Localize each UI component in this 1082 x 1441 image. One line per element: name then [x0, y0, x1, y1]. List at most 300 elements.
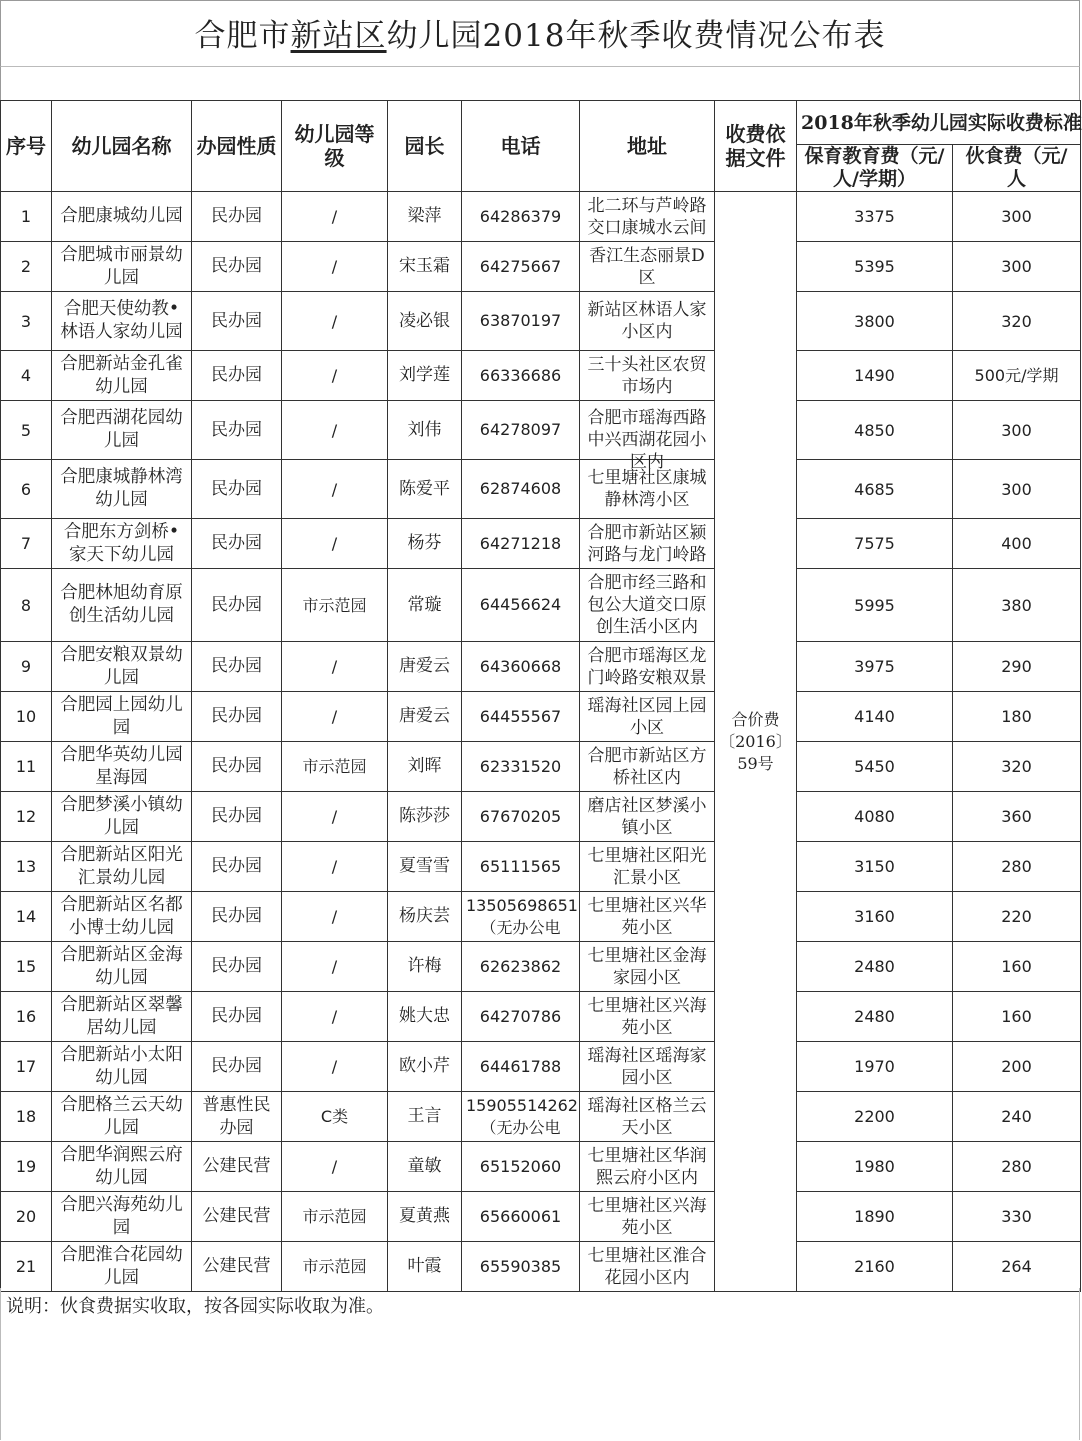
- cell-phone: [462, 519, 580, 569]
- table-row: [1, 401, 1081, 460]
- cell-grade: [282, 292, 388, 351]
- title-suffix: 幼儿园2018年秋季收费情况公布表: [386, 18, 886, 54]
- cell-name-text: 合肥天使幼教•林语人家幼儿园: [60, 299, 183, 342]
- cell-grade-text: /: [331, 907, 338, 926]
- cell-seq: [1, 351, 52, 401]
- cell-name-text: 合肥康城静林湾幼儿园: [60, 467, 183, 510]
- cell-address-text: 七里塘社区淮合花园小区内: [587, 1245, 707, 1288]
- cell-edu-fee: 2200: [797, 1092, 953, 1142]
- cell-director-text: 叶霞: [407, 1256, 442, 1276]
- cell-meal-fee: 160: [953, 992, 1081, 1042]
- cell-name-text: 合肥新站区翠馨居幼儿园: [60, 994, 183, 1038]
- footnote: 说明：伙食费据实收取，按各园实际收取为准。: [6, 1296, 384, 1317]
- cell-phone: [462, 242, 580, 292]
- cell-name-text: 合肥新站区阳光汇景幼儿园: [60, 844, 183, 888]
- cell-phone: [462, 642, 580, 692]
- cell-phone: [462, 1192, 580, 1242]
- cell-address: [580, 792, 715, 842]
- cell-address: [580, 351, 715, 401]
- header-phone: 电话: [462, 101, 580, 192]
- cell-grade: [282, 192, 388, 242]
- cell-grade-text: /: [331, 807, 338, 826]
- cell-nature: [192, 460, 282, 519]
- cell-nature-text: 民办园: [211, 594, 262, 615]
- cell-grade-text: /: [331, 479, 338, 499]
- cell-director: [388, 1092, 462, 1142]
- cell-grade-text: /: [331, 311, 338, 331]
- cell-seq: [1, 742, 52, 792]
- cell-nature: [192, 192, 282, 242]
- cell-meal-fee: 280: [953, 1142, 1081, 1192]
- cell-edu-fee: 1890: [797, 1192, 953, 1242]
- cell-seq-text: 13: [15, 857, 37, 876]
- cell-meal-fee: 330: [953, 1192, 1081, 1242]
- cell-edu-fee: 4140: [797, 692, 953, 742]
- cell-director: [388, 692, 462, 742]
- cell-address: [580, 1092, 715, 1142]
- cell-meal-fee: 290: [953, 642, 1081, 692]
- cell-phone-text: 65660061: [479, 1206, 562, 1226]
- cell-director: [388, 192, 462, 242]
- cell-phone-text: 64275667: [479, 256, 562, 276]
- cell-phone: [462, 292, 580, 351]
- cell-address-text: 北二环与芦岭路交口康城水云间: [587, 195, 707, 238]
- cell-nature-text: 民办园: [211, 1056, 262, 1076]
- cell-phone: [462, 569, 580, 642]
- cell-grade: [282, 1042, 388, 1092]
- cell-name: [52, 1042, 192, 1092]
- table-body: [1, 192, 1081, 1292]
- cell-name-text: 合肥园上园幼儿园: [60, 694, 183, 738]
- cell-nature: [192, 1042, 282, 1092]
- cell-edu-fee: 5450: [797, 742, 953, 792]
- cell-director: [388, 1042, 462, 1092]
- cell-address: [580, 569, 715, 642]
- cell-address: [580, 242, 715, 292]
- cell-director-text: 刘伟: [407, 419, 442, 440]
- cell-grade: [282, 1092, 388, 1142]
- cell-meal-fee: 320: [953, 292, 1081, 351]
- cell-grade-text: 市示范园: [302, 1257, 367, 1276]
- cell-director-text: 陈莎莎: [399, 806, 450, 826]
- cell-name: [52, 1242, 192, 1292]
- cell-director-text: 欧小芹: [399, 1056, 450, 1076]
- cell-director: [388, 242, 462, 292]
- title-district: 新站区: [290, 18, 387, 54]
- cell-nature-text: 公建民营: [202, 1156, 271, 1176]
- cell-edu-fee: 5995: [797, 569, 953, 642]
- cell-nature: [192, 942, 282, 992]
- cell-address: [580, 192, 715, 242]
- cell-director: [388, 401, 462, 460]
- cell-seq: [1, 1192, 52, 1242]
- cell-address-text: 香江生态丽景D区: [589, 245, 705, 288]
- cell-grade: [282, 692, 388, 742]
- cell-seq: [1, 792, 52, 842]
- cell-address: [580, 460, 715, 519]
- cell-director-text: 唐爱云: [399, 706, 450, 726]
- cell-phone-text: 62874608: [479, 479, 562, 498]
- cell-nature: [192, 242, 282, 292]
- cell-nature-text: 公建民营: [202, 1256, 271, 1276]
- cell-nature: [192, 569, 282, 642]
- cell-director: [388, 842, 462, 892]
- header-edu-fee: 保育教育费（元/人/学期）: [797, 145, 953, 192]
- cell-grade: [282, 992, 388, 1042]
- cell-meal-fee: 264: [953, 1242, 1081, 1292]
- cell-grade: [282, 401, 388, 460]
- cell-meal-fee: 160: [953, 942, 1081, 992]
- cell-name: [52, 992, 192, 1042]
- cell-edu-fee: 4080: [797, 792, 953, 842]
- cell-seq: [1, 692, 52, 742]
- cell-seq: [1, 842, 52, 892]
- cell-name-text: 合肥华润熙云府幼儿园: [60, 1144, 183, 1188]
- cell-phone: [462, 1092, 580, 1142]
- cell-phone-text: 64360668: [479, 656, 562, 676]
- cell-seq-text: 8: [20, 595, 32, 615]
- cell-address-text: 新站区林语人家小区内: [587, 300, 707, 342]
- cell-director-text: 凌必银: [399, 310, 450, 331]
- cell-name-text: 合肥新站金孔雀幼儿园: [60, 353, 183, 397]
- cell-seq: [1, 292, 52, 351]
- cell-seq: [1, 569, 52, 642]
- cell-name: [52, 692, 192, 742]
- blank-row: [0, 66, 1080, 101]
- cell-address-text: 七里塘社区阳光汇景小区: [587, 845, 707, 888]
- cell-name-text: 合肥康城幼儿园: [60, 206, 183, 226]
- cell-grade: [282, 351, 388, 401]
- cell-nature-text: 民办园: [211, 856, 262, 876]
- cell-seq: [1, 992, 52, 1042]
- cell-grade: [282, 242, 388, 292]
- cell-name-text: 合肥兴海苑幼儿园: [60, 1194, 183, 1238]
- cell-director-text: 夏黄燕: [399, 1206, 450, 1226]
- cell-grade-text: /: [331, 657, 338, 676]
- table-row: [1, 1242, 1081, 1292]
- cell-phone-text: 65590385: [479, 1256, 562, 1276]
- cell-phone-text: 64271218: [479, 533, 562, 553]
- cell-grade-text: /: [331, 257, 338, 276]
- cell-grade-text: /: [331, 1157, 338, 1176]
- cell-meal-fee: 220: [953, 892, 1081, 942]
- cell-nature: [192, 519, 282, 569]
- table-row: [1, 192, 1081, 242]
- header-doc: 收费依据文件: [715, 101, 797, 192]
- cell-seq-text: 11: [15, 757, 37, 776]
- cell-edu-fee: 3150: [797, 842, 953, 892]
- cell-director: [388, 742, 462, 792]
- cell-director: [388, 351, 462, 401]
- cell-grade-text: /: [331, 534, 338, 553]
- cell-nature: [192, 992, 282, 1042]
- cell-grade: [282, 642, 388, 692]
- cell-grade: [282, 842, 388, 892]
- cell-nature-text: 民办园: [211, 806, 262, 826]
- cell-nature: [192, 401, 282, 460]
- table-row: [1, 351, 1081, 401]
- cell-address: [580, 642, 715, 692]
- cell-seq-text: 19: [15, 1157, 37, 1176]
- cell-seq-text: 20: [15, 1207, 37, 1226]
- cell-director: [388, 460, 462, 519]
- cell-director: [388, 942, 462, 992]
- cell-phone-text: 13505698651（无办公电: [466, 895, 578, 937]
- cell-address-text: 合肥市新站区方桥社区内: [587, 745, 707, 788]
- cell-seq: [1, 192, 52, 242]
- table-row: [1, 842, 1081, 892]
- cell-edu-fee: 3375: [797, 192, 953, 242]
- cell-phone: [462, 401, 580, 460]
- cell-meal-fee: 320: [953, 742, 1081, 792]
- cell-nature-text: 民办园: [211, 310, 262, 331]
- cell-director: [388, 292, 462, 351]
- cell-name-text: 合肥安粮双景幼儿园: [60, 644, 183, 688]
- cell-grade: [282, 519, 388, 569]
- cell-address: [580, 292, 715, 351]
- header-director: 园长: [388, 101, 462, 192]
- cell-seq-text: 2: [20, 257, 32, 276]
- header-seq: 序号: [1, 101, 52, 192]
- cell-seq-text: 17: [15, 1057, 37, 1076]
- cell-nature: [192, 642, 282, 692]
- cell-seq: [1, 401, 52, 460]
- cell-grade-text: /: [331, 1057, 338, 1076]
- cell-director-text: 唐爱云: [399, 656, 450, 676]
- cell-director: [388, 1142, 462, 1192]
- cell-address: [580, 401, 715, 472]
- cell-edu-fee: 7575: [797, 519, 953, 569]
- fee-table: [0, 100, 1081, 1292]
- cell-address: [580, 1192, 715, 1242]
- cell-nature: [192, 1092, 282, 1142]
- cell-meal-fee: 200: [953, 1042, 1081, 1092]
- cell-phone-text: 67670205: [479, 806, 562, 826]
- cell-grade: [282, 569, 388, 642]
- table-row: [1, 992, 1081, 1042]
- cell-address: [580, 1242, 715, 1292]
- cell-director-text: 夏雪雪: [399, 856, 450, 876]
- cell-grade-text: C类: [320, 1107, 349, 1126]
- cell-meal-fee: 400: [953, 519, 1081, 569]
- cell-nature-text: 民办园: [211, 365, 262, 385]
- cell-nature-text: 民办园: [211, 906, 262, 926]
- cell-phone: [462, 992, 580, 1042]
- cell-phone: [462, 1142, 580, 1192]
- cell-meal-fee: 380: [953, 569, 1081, 642]
- header-nature: 办园性质: [192, 101, 282, 192]
- cell-name: [52, 460, 192, 519]
- cell-phone-text: 64278097: [479, 420, 562, 439]
- cell-director-text: 许梅: [407, 956, 442, 976]
- cell-address-text: 合肥市瑶海区龙门岭路安粮双景: [587, 645, 707, 688]
- cell-phone: [462, 1242, 580, 1292]
- cell-address-text: 合肥市新站区颍河路与龙门岭路: [587, 522, 707, 565]
- cell-seq: [1, 892, 52, 942]
- cell-address-text: 合肥市经三路和包公大道交口原创生活小区内: [587, 573, 707, 637]
- cell-edu-fee: 4685: [797, 460, 953, 519]
- cell-name: [52, 242, 192, 292]
- cell-address-text: 七里塘社区金海家园小区: [587, 945, 707, 988]
- cell-director-text: 常璇: [407, 594, 442, 615]
- cell-edu-fee: 2480: [797, 992, 953, 1042]
- cell-address: [580, 519, 715, 569]
- page-title: [0, 10, 1080, 55]
- cell-nature-text: 民办园: [211, 478, 262, 499]
- cell-edu-fee: 1970: [797, 1042, 953, 1092]
- cell-nature: [192, 292, 282, 351]
- cell-nature: [192, 742, 282, 792]
- cell-nature-text: 民办园: [211, 956, 262, 976]
- cell-name-text: 合肥东方剑桥•家天下幼儿园: [63, 521, 180, 565]
- cell-nature-text: 民办园: [211, 1006, 262, 1026]
- cell-seq: [1, 1042, 52, 1092]
- table-row: [1, 242, 1081, 292]
- cell-nature-text: 民办园: [211, 419, 262, 440]
- cell-phone: [462, 192, 580, 242]
- cell-meal-fee: 180: [953, 692, 1081, 742]
- cell-address: [580, 992, 715, 1042]
- cell-name-text: 合肥格兰云天幼儿园: [60, 1094, 183, 1138]
- cell-name-text: 合肥林旭幼育原创生活幼儿园: [60, 583, 183, 626]
- cell-name: [52, 1142, 192, 1192]
- cell-phone-text: 62331520: [479, 756, 562, 776]
- cell-director: [388, 992, 462, 1042]
- cell-phone-text: 64455567: [479, 706, 562, 726]
- cell-doc: [715, 192, 797, 1292]
- table-row: [1, 1192, 1081, 1242]
- cell-address: [580, 742, 715, 792]
- table-row: [1, 892, 1081, 942]
- cell-name-text: 合肥新站区金海幼儿园: [60, 944, 183, 988]
- cell-meal-fee: 300: [953, 460, 1081, 519]
- table-row: [1, 692, 1081, 742]
- cell-seq: [1, 519, 52, 569]
- cell-phone-text: 65111565: [479, 856, 562, 876]
- cell-director-text: 杨庆芸: [399, 906, 450, 926]
- cell-director-text: 姚大忠: [399, 1006, 450, 1026]
- cell-address-text: 七里塘社区兴华苑小区: [587, 895, 707, 938]
- header-fee-group: 2018年秋季幼儿园实际收费标准: [797, 101, 1081, 145]
- cell-nature: [192, 692, 282, 742]
- cell-nature-text: 民办园: [211, 533, 262, 553]
- cell-nature-text: 民办园: [211, 656, 262, 676]
- cell-nature: [192, 842, 282, 892]
- cell-grade-text: /: [331, 366, 338, 385]
- table-row: [1, 1092, 1081, 1142]
- header-meal-fee: 伙食费（元/人: [953, 145, 1081, 192]
- table-row: [1, 642, 1081, 692]
- cell-director: [388, 642, 462, 692]
- cell-name: [52, 519, 192, 569]
- cell-name-text: 合肥淮合花园幼儿园: [60, 1244, 183, 1288]
- header-name: 幼儿园名称: [52, 101, 192, 192]
- cell-seq-text: 15: [15, 957, 37, 976]
- cell-seq: [1, 242, 52, 292]
- cell-nature-text: 民办园: [211, 756, 262, 776]
- table-row: [1, 792, 1081, 842]
- cell-grade: [282, 942, 388, 992]
- cell-name: [52, 792, 192, 842]
- cell-name-text: 合肥新站小太阳幼儿园: [60, 1044, 183, 1088]
- cell-edu-fee: 3160: [797, 892, 953, 942]
- cell-seq-text: 18: [15, 1107, 37, 1126]
- cell-name-text: 合肥华英幼儿园星海园: [60, 744, 183, 788]
- cell-seq: [1, 942, 52, 992]
- cell-address-text: 七里塘社区兴海苑小区: [587, 1195, 707, 1238]
- cell-director-text: 梁萍: [407, 206, 442, 226]
- cell-name: [52, 1192, 192, 1242]
- cell-grade-text: /: [331, 857, 338, 876]
- cell-name: [52, 942, 192, 992]
- cell-name: [52, 192, 192, 242]
- cell-name-text: 合肥新站区名都小博士幼儿园: [60, 894, 183, 938]
- cell-edu-fee: 2480: [797, 942, 953, 992]
- cell-director: [388, 1192, 462, 1242]
- cell-grade-text: /: [331, 207, 338, 226]
- cell-meal-fee: 300: [953, 192, 1081, 242]
- cell-seq: [1, 1242, 52, 1292]
- cell-nature-text: 普惠性民办园: [202, 1094, 271, 1138]
- cell-name: [52, 351, 192, 401]
- cell-name: [52, 569, 192, 642]
- cell-director: [388, 792, 462, 842]
- cell-seq: [1, 642, 52, 692]
- cell-seq-text: 3: [20, 311, 32, 331]
- cell-name: [52, 742, 192, 792]
- cell-name: [52, 401, 192, 460]
- cell-address-text: 瑶海社区园上园小区: [587, 695, 707, 738]
- cell-phone: [462, 842, 580, 892]
- header-address: 地址: [580, 101, 715, 192]
- cell-name-text: 合肥城市丽景幼儿园: [60, 244, 183, 288]
- cell-meal-fee: 500元/学期: [953, 351, 1081, 401]
- cell-address: [580, 842, 715, 892]
- cell-seq-text: 7: [20, 534, 32, 553]
- table-row: [1, 1142, 1081, 1192]
- cell-address-text: 瑶海社区格兰云天小区: [587, 1095, 707, 1138]
- cell-address: [580, 692, 715, 742]
- cell-address-text: 七里塘社区康城静林湾小区: [587, 468, 707, 510]
- table-row: [1, 742, 1081, 792]
- cell-director-text: 杨芬: [407, 533, 442, 553]
- cell-address-text: 七里塘社区华润熙云府小区内: [587, 1145, 707, 1188]
- cell-grade: [282, 792, 388, 842]
- header-row-1: [1, 101, 1081, 145]
- cell-seq: [1, 460, 52, 519]
- cell-seq-text: 14: [15, 907, 37, 926]
- table-row: [1, 519, 1081, 569]
- cell-grade: [282, 460, 388, 519]
- table-row: [1, 1042, 1081, 1092]
- cell-address-text: 瑶海社区瑶海家园小区: [587, 1045, 707, 1088]
- cell-address: [580, 1042, 715, 1092]
- cell-name: [52, 1092, 192, 1142]
- cell-edu-fee: 4850: [797, 401, 953, 460]
- cell-seq-text: 9: [20, 657, 32, 676]
- cell-name: [52, 642, 192, 692]
- cell-edu-fee: 2160: [797, 1242, 953, 1292]
- cell-name: [52, 292, 192, 351]
- cell-director-text: 陈爱平: [399, 478, 450, 499]
- cell-doc-text: 合价费〔2016〕59号: [719, 709, 792, 773]
- cell-phone: [462, 460, 580, 519]
- cell-nature-text: 民办园: [211, 206, 262, 226]
- cell-grade-text: /: [331, 707, 338, 726]
- cell-address-text: 合肥市瑶海西路中兴西湖花园小区内: [587, 408, 707, 472]
- cell-phone-text: 15905514262（无办公电: [466, 1095, 578, 1137]
- cell-nature-text: 民办园: [211, 706, 262, 726]
